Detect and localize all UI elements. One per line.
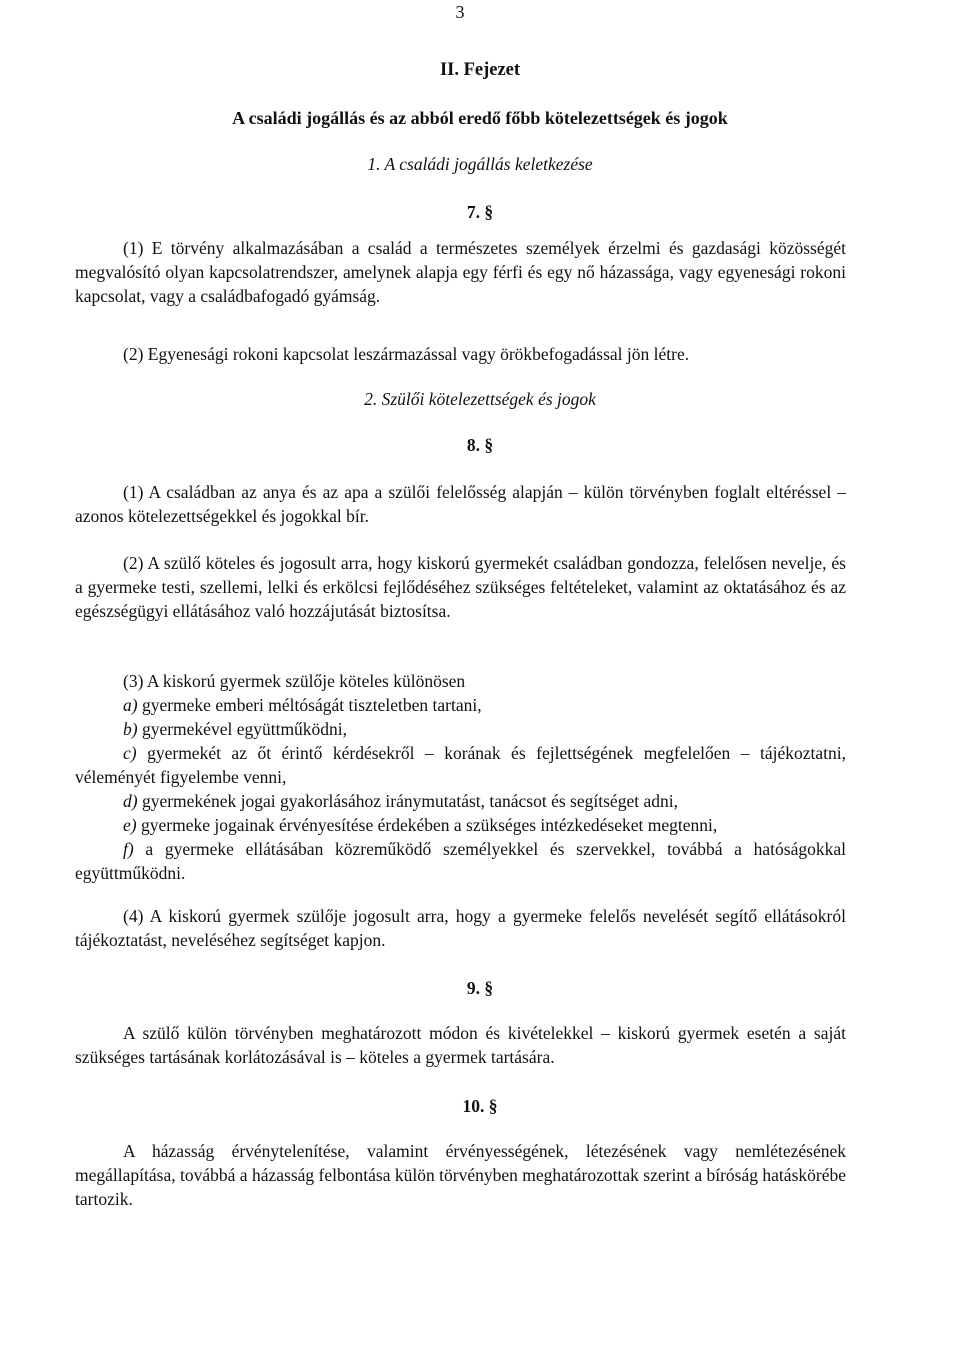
section-8-paragraph-1: [75, 480, 846, 528]
section-9-paragraph-text: A szülő külön törvényben meghatározott módon és kivételekkel – kiskorú gyermek esetén a saját szükséges tartásának korlátozásával is – köteles a gyermek tartására.: [75, 1023, 846, 1067]
list-item: b) gyermekével együttműködni,: [123, 719, 348, 739]
section-10-number: 10. §: [462, 1096, 498, 1116]
section-10-paragraph-text: A házasság érvénytelenítése, valamint érvényességének, létezésének vagy nemlétezésének megállapítása, továbbá a házasság felbontása külön törvényben meghatározottak szerint a bíróság hatáskörébe tartozik.: [75, 1141, 846, 1209]
section-8-paragraph-3: [75, 669, 846, 885]
section-8-paragraph-4: [75, 904, 846, 952]
list-item: e) gyermeke jogainak érvényesítése érdekében a szükséges intézkedéseket megtenni,: [123, 815, 718, 835]
section-7-paragraph-1: [75, 236, 846, 308]
section-7-paragraph-1-text: (1) E törvény alkalmazásában a család a természetes személyek érzelmi és gazdasági közösségét megvalósító olyan kapcsolatrendszer, amelynek alapja egy férfi és egy nő házassága, vagy egyenesági rokoni kapcsolat, vagy a családbafogadó gyámság.: [75, 238, 846, 306]
section-8-paragraph-4-text: (4) A kiskorú gyermek szülője jogosult arra, hogy a gyermeke felelős nevelését segítő ellátásokról tájékoztatást, neveléséhez segítséget kapjon.: [75, 906, 846, 950]
section-7-paragraph-2: [75, 342, 846, 366]
section-8-number: 8. §: [466, 435, 494, 455]
chapter-title: A családi jogállás és az abból eredő főbb kötelezettségek és jogok: [232, 108, 728, 128]
section-9-paragraph: [75, 1021, 846, 1069]
chapter-number: II. Fejezet: [439, 60, 521, 80]
section-7-number: 7. §: [466, 202, 494, 222]
section-8-paragraph-2: [75, 551, 846, 623]
section-9-number: 9. §: [466, 978, 494, 998]
section-8-paragraph-1-text: (1) A családban az anya és az apa a szülői felelősség alapján – külön törvényben foglalt eltéréssel – azonos kötelezettségekkel és jogokkal bír.: [75, 482, 846, 526]
section-8-paragraph-2-text: (2) A szülő köteles és jogosult arra, hogy kiskorú gyermekét családban gondozza, felelősen nevelje, és a gyermeke testi, szellemi, lelki és erkölcsi fejlődéséhez szükséges feltételeket, valamint az oktatásához és az egészségügyi ellátásához való hozzájutását biztosítsa.: [75, 553, 846, 621]
list-item: a) gyermeke emberi méltóságát tiszteletben tartani,: [123, 695, 482, 715]
section-7-paragraph-2-text: (2) Egyenesági rokoni kapcsolat leszármazással vagy örökbefogadással jön létre.: [123, 344, 690, 364]
list-item: f) a gyermeke ellátásában közreműködő személyekkel és szervekkel, továbbá a hatóságokkal együttműködni.: [75, 839, 846, 883]
subsection-title-1: 1. A családi jogállás keletkezése: [367, 154, 593, 174]
list-item: d) gyermekének jogai gyakorlásához iránymutatást, tanácsot és segítséget adni,: [123, 791, 678, 811]
section-8-paragraph-3-intro: (3) A kiskorú gyermek szülője köteles különösen: [123, 671, 466, 691]
page-number: 3: [455, 2, 465, 22]
section-10-paragraph: [75, 1139, 846, 1211]
list-item: c) gyermekét az őt érintő kérdésekről – korának és fejlettségének megfelelően – tájékoztatni, véleményét figyelembe venni,: [75, 743, 846, 787]
subsection-title-2: 2. Szülői kötelezettségek és jogok: [364, 389, 596, 409]
